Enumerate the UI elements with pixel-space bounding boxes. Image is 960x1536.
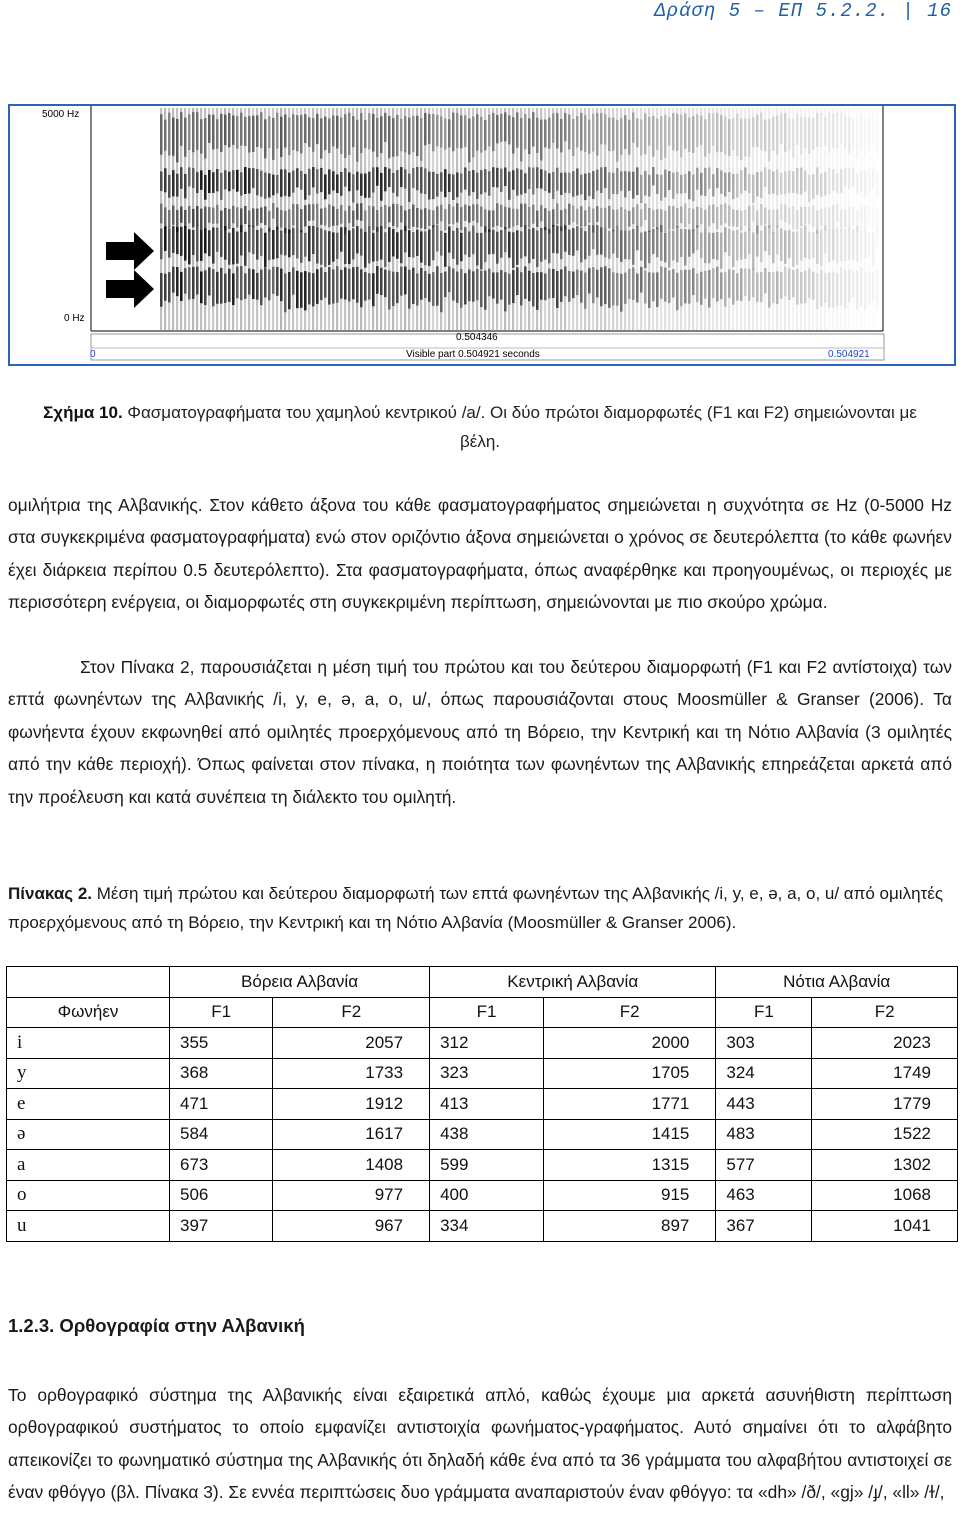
value-cell: 1779 <box>812 1089 958 1120</box>
table-row <box>7 1211 958 1242</box>
column-header: F2 <box>543 997 715 1028</box>
value-cell: 413 <box>430 1089 544 1120</box>
spectrogram-figure <box>8 104 956 366</box>
table-caption-label: Πίνακας 2. <box>8 884 93 903</box>
value-cell: 355 <box>170 1028 273 1059</box>
table-row <box>7 1058 958 1089</box>
cursor-time-label: 0.504346 <box>456 332 498 343</box>
value-cell: 463 <box>716 1180 812 1211</box>
value-cell: 1408 <box>273 1150 430 1181</box>
table-row <box>7 1180 958 1211</box>
value-cell: 2057 <box>273 1028 430 1059</box>
table-region-header-row <box>7 967 958 998</box>
closing-paragraph: Το ορθογραφικό σύστημα της Αλβανικής είναι εξαιρετικά απλό, καθώς έχουμε μια αρκετά ασυνήθιστη περίπτωση ορθογραφικού συστήματος το οποίο εμφανίζει αντιστοιχία φωνήματος-γραφήματος. Αυτό σημαίνει ότι το αλφάβητο απεικονίζει το φωνηματικό σύστημα της Αλβανικής ότι δηλαδή κάθε ένα από τα 36 γράμματα του αλφαβήτου αντιστοιχεί σε έναν φθόγγο (βλ. Πίνακα 3). Σε εννέα περιπτώσεις δυο γράμματα αναπαριστούν έναν φθόγγο: τα «dh» /ð/, «gj» /ɟ/, «ll» /ɫ/, <box>8 1385 952 1503</box>
column-header: F2 <box>812 997 958 1028</box>
value-cell: 1302 <box>812 1150 958 1181</box>
region-header: Νότια Αλβανία <box>716 967 958 998</box>
value-cell: 897 <box>543 1211 715 1242</box>
body-paragraph: ομιλήτρια της Αλβανικής. Στον κάθετο άξονα του κάθε φασματογραφήματος σημειώνεται η συχνότητα σε Hz (0-5000 Hz στα συγκεκριμένα φασματογραφήματα) ενώ στον οριζόντιο άξονα σημειώνεται ο χρόνος σε δευτερόλεπτα (το κάθε φωνήεν έχει διάρκεια περίπου 0.5 δευτερόλεπτο). Στα φασματογραφήματα, όπως αναφέρθηκε και προηγουμένως, οι περιοχές με περισσότερη ενέργεια, οι διαμορφωτές στη συγκεκριμένη περίπτωση, σημειώνονται με πιο σκούρο χρώμα. <box>8 495 952 613</box>
column-header: F1 <box>716 997 812 1028</box>
value-cell: 1068 <box>812 1180 958 1211</box>
value-cell: 1912 <box>273 1089 430 1120</box>
formant-table <box>6 966 958 1242</box>
value-cell: 673 <box>170 1150 273 1181</box>
value-cell: 584 <box>170 1119 273 1150</box>
figure-caption-text: Φασματογραφήματα του χαμηλού κεντρικού /a/. Οι δύο πρώτοι διαμορφωτές (F1 και F2) σημειώνονται με βέλη. <box>122 403 917 451</box>
value-cell: 915 <box>543 1180 715 1211</box>
column-header: F1 <box>170 997 273 1028</box>
value-cell: 1315 <box>543 1150 715 1181</box>
value-cell: 1041 <box>812 1211 958 1242</box>
spectrogram-plot <box>10 106 954 364</box>
value-cell: 1617 <box>273 1119 430 1150</box>
figure-caption-label: Σχήμα 10. <box>43 403 123 422</box>
region-header: Κεντρική Αλβανία <box>430 967 716 998</box>
table-caption-text: Μέση τιμή πρώτου και δεύτερου διαμορφωτή των επτά φωνηέντων της Αλβανικής /i, y, e, ə, a, o, u/ από ομιλητές προερχόμενους από τη Βόρειο, την Κεντρική και τη Νότιο Αλβανία (Moosmüller & Granser 2006). <box>8 884 944 932</box>
value-cell: 443 <box>716 1089 812 1120</box>
value-cell: 438 <box>430 1119 544 1150</box>
page-header: Δράση 5 – ΕΠ 5.2.2. | 16 <box>654 0 952 22</box>
column-header: F1 <box>430 997 544 1028</box>
x-axis-end-label: 0.504921 <box>828 349 870 360</box>
value-cell: 367 <box>716 1211 812 1242</box>
value-cell: 1522 <box>812 1119 958 1150</box>
value-cell: 400 <box>430 1180 544 1211</box>
vowel-cell: e <box>7 1089 170 1120</box>
vowel-cell: y <box>7 1058 170 1089</box>
value-cell: 324 <box>716 1058 812 1089</box>
value-cell: 2000 <box>543 1028 715 1059</box>
visible-part-label: Visible part 0.504921 seconds <box>406 349 540 360</box>
value-cell: 2023 <box>812 1028 958 1059</box>
region-header: Βόρεια Αλβανία <box>170 967 430 998</box>
table-row <box>7 1089 958 1120</box>
y-axis-bottom-label: 0 Hz <box>64 313 85 324</box>
table-row <box>7 1150 958 1181</box>
vowel-cell: u <box>7 1211 170 1242</box>
x-axis-start-label: 0 <box>90 349 96 360</box>
table-corner-cell <box>7 967 170 998</box>
value-cell: 303 <box>716 1028 812 1059</box>
vowel-cell: i <box>7 1028 170 1059</box>
value-cell: 977 <box>273 1180 430 1211</box>
value-cell: 599 <box>430 1150 544 1181</box>
column-header: Φωνήεν <box>7 997 170 1028</box>
vowel-cell: ə <box>7 1119 170 1150</box>
figure-caption <box>40 398 920 456</box>
value-cell: 967 <box>273 1211 430 1242</box>
value-cell: 1705 <box>543 1058 715 1089</box>
value-cell: 1749 <box>812 1058 958 1089</box>
value-cell: 483 <box>716 1119 812 1150</box>
value-cell: 323 <box>430 1058 544 1089</box>
table-caption <box>8 879 952 937</box>
section-title: 1.2.3. Ορθογραφία στην Αλβανική <box>8 1315 305 1336</box>
value-cell: 1771 <box>543 1089 715 1120</box>
vowel-cell: a <box>7 1150 170 1181</box>
value-cell: 577 <box>716 1150 812 1181</box>
value-cell: 397 <box>170 1211 273 1242</box>
value-cell: 506 <box>170 1180 273 1211</box>
table-row <box>7 1028 958 1059</box>
value-cell: 471 <box>170 1089 273 1120</box>
table-row <box>7 1119 958 1150</box>
body-paragraph: Στον Πίνακα 2, παρουσιάζεται η μέση τιμή του πρώτου και του δεύτερου διαμορφωτή (F1 και F2 αντίστοιχα) των επτά φωνηέντων της Αλβανικής /i, y, e, ə, a, o, u/, όπως παρουσιάζονται στους Moosmüller & Granser (2006). Τα φωνήεντα έχουν εκφωνηθεί από ομιλητές προερχόμενους από τη Βόρειο, την Κεντρική και τη Νότιο Αλβανία (3 ομιλητές από την κάθε περιοχή). Όπως φαίνεται στον πίνακα, η ποιότητα των φωνηέντων της Αλβανικής επηρεάζεται αρκετά από την προέλευση και κατά συνέπεια τη διάλεκτο του ομιλητή. <box>8 657 952 807</box>
vowel-cell: o <box>7 1180 170 1211</box>
y-axis-top-label: 5000 Hz <box>42 109 80 120</box>
table-subheader-row <box>7 997 958 1028</box>
value-cell: 312 <box>430 1028 544 1059</box>
value-cell: 1415 <box>543 1119 715 1150</box>
value-cell: 1733 <box>273 1058 430 1089</box>
value-cell: 368 <box>170 1058 273 1089</box>
value-cell: 334 <box>430 1211 544 1242</box>
column-header: F2 <box>273 997 430 1028</box>
